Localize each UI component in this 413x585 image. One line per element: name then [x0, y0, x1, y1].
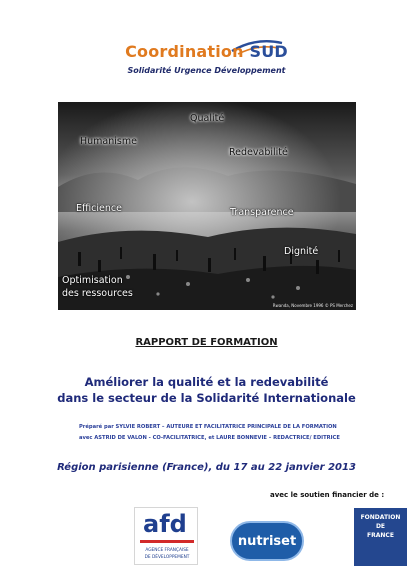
logo-text-coordination: Coordination [125, 42, 244, 61]
prepared-by-line2: avec ASTRID DE VALON - CO-FACILITATRICE, et LAURE BONNEVIE – REDACTRICE/ EDITRICE [79, 435, 340, 441]
report-title-line2: dans le secteur de la Solidarité Internationale [57, 391, 356, 405]
word-optimisation: Optimisation [62, 275, 123, 286]
afd-logo [134, 507, 198, 565]
afd-logo-bar [140, 540, 194, 543]
fondation-logo-line1: FONDATION [360, 514, 401, 521]
word-dignite: Dignité [284, 246, 319, 257]
logo-coordination-sud [0, 42, 413, 61]
word-redevabilite: Redevabilité [229, 147, 288, 158]
nutriset-logo-text: nutriset [237, 534, 297, 549]
word-ressources: des ressources [62, 288, 133, 299]
word-qualite: Qualité [190, 113, 225, 124]
fondation-de-france-logo [354, 508, 407, 566]
cover-photo [58, 102, 356, 310]
nutriset-logo [230, 521, 304, 561]
report-location-dates: Région parisienne (France), du 17 au 22 janvier 2013 [57, 462, 356, 473]
afd-logo-letters: afd [143, 510, 187, 538]
photo-credit: Rwanda, Novembre 1996 © PS Merchez [272, 303, 353, 308]
fondation-logo-line3: FRANCE [367, 532, 394, 539]
afd-logo-line1: AGENCE FRANÇAISE [145, 548, 189, 553]
word-efficience: Efficience [76, 203, 122, 214]
logo-text-sud: SUD [249, 42, 288, 61]
word-transparence: Transparence [230, 207, 294, 218]
fondation-logo-line2: DE [375, 523, 386, 530]
afd-logo-line2: DE DÉVELOPPEMENT [144, 555, 190, 560]
logo-tagline: Solidarité Urgence Développement [127, 66, 286, 75]
funding-support-label: avec le soutien financier de : [270, 491, 385, 499]
prepared-by-line1: Préparé par SYLVIE ROBERT – AUTEURE ET FACILITATRICE PRINCIPALE DE LA FORMATION [79, 424, 337, 430]
word-humanisme: Humanisme [80, 136, 137, 147]
report-label: RAPPORT DE FORMATION [135, 337, 278, 348]
report-title-line1: Améliorer la qualité et la redevabilité [84, 375, 329, 389]
